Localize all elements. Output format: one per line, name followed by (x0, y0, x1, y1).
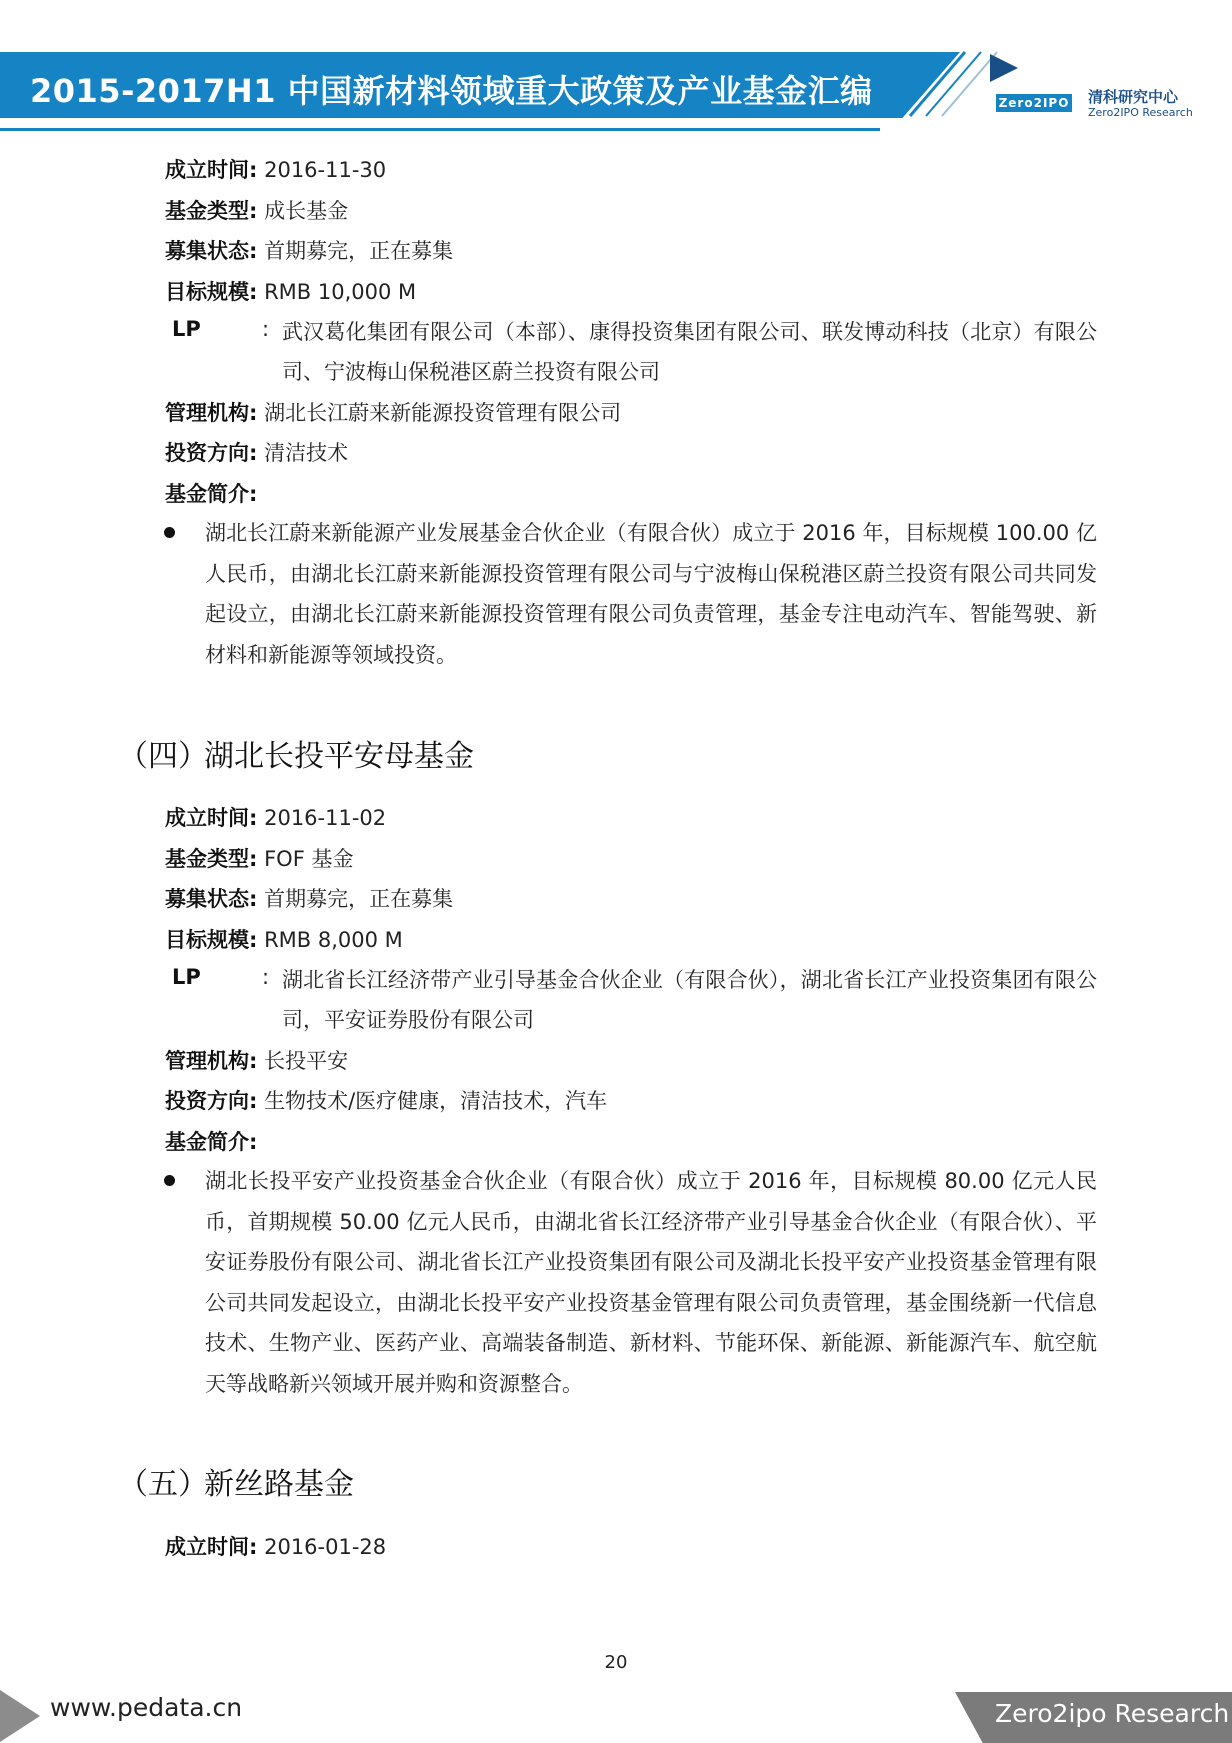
field-value: 2016-01-28 (264, 1535, 387, 1559)
field-fund-type (165, 844, 353, 874)
field-label: 成立时间: (165, 1535, 258, 1559)
section-title-text: 新丝路基金 (204, 1467, 354, 1502)
lp-value: 武汉葛化集团有限公司（本部）、康得投资集团有限公司、联发博动科技（北京）有限公司、宁波梅山保税港区蔚兰投资有限公司 (282, 320, 1097, 384)
field-investment-direction (165, 1086, 607, 1116)
lp-label: LP (172, 317, 201, 341)
document-title: 2015-2017H1 中国新材料领域重大政策及产业基金汇编 (30, 72, 873, 110)
section-heading-5 (118, 1459, 354, 1503)
field-fund-type (165, 196, 348, 226)
logo-english-name: Zero2IPO Research (1088, 106, 1193, 119)
lp-colon: : (262, 965, 270, 989)
field-value: 成长基金 (264, 199, 349, 223)
field-investment-direction (165, 438, 348, 468)
field-label: 募集状态: (165, 239, 258, 263)
field-manager (165, 1046, 348, 1076)
stripe-line (910, 52, 965, 116)
field-established (165, 155, 386, 185)
bullet-icon (164, 1175, 175, 1186)
section-heading-4 (118, 731, 474, 775)
field-target-scale (165, 277, 416, 307)
field-manager (165, 398, 621, 428)
field-target-scale (165, 925, 403, 955)
field-value: RMB 8,000 M (264, 928, 403, 952)
field-value: 2016-11-30 (264, 158, 387, 182)
stripe-line (942, 52, 997, 116)
field-intro-label (165, 479, 257, 509)
field-value: RMB 10,000 M (264, 280, 417, 304)
field-label: 基金简介: (165, 1130, 258, 1154)
fund-intro-paragraph: 湖北长投平安产业投资基金合伙企业（有限合伙）成立于 2016 年，目标规模 80.00 亿元人民币，首期规模 50.00 亿元人民币，由湖北省长江经济带产业引导基金合伙企业（有限合伙）、平安证券股份有限公司、湖北省长江产业投资集团有限公司及湖北长投平安产业投资基金管理有限公司共同发起设立，由湖北长投平安产业投资基金管理有限公司负责管理，基金围绕新一代信息技术、生物产业、医药产业、高端装备制造、新材料、节能环保、新能源、新能源汽车、航空航天等战略新兴领域开展并购和资源整合。 (205, 1169, 1097, 1396)
lp-value: 湖北省长江经济带产业引导基金合伙企业（有限合伙），湖北省长江产业投资集团有限公司，平安证券股份有限公司 (282, 968, 1097, 1032)
field-value: 长投平安 (264, 1049, 349, 1073)
field-value: 湖北长江蔚来新能源投资管理有限公司 (264, 401, 622, 425)
field-label: 目标规模: (165, 928, 258, 952)
section-number: （五） (118, 1467, 208, 1502)
fund-intro-paragraph: 湖北长江蔚来新能源产业发展基金合伙企业（有限合伙）成立于 2016 年，目标规模 100.00 亿人民币，由湖北长江蔚来新能源投资管理有限公司与宁波梅山保税港区蔚兰投资有限公司共同发起设立，由湖北长江蔚来新能源投资管理有限公司负责管理，基金专注电动汽车、智能驾驶、新材料和新能源等领域投资。 (205, 521, 1097, 667)
field-label: 基金类型: (165, 199, 258, 223)
field-fundraising-status (165, 884, 453, 914)
footer-triangle-icon (0, 1690, 40, 1742)
logo-chinese-name: 清科研究中心 (1088, 88, 1179, 106)
section-title-text: 湖北长投平安母基金 (204, 739, 474, 774)
field-value: 清洁技术 (264, 441, 349, 465)
lp-label: LP (172, 965, 201, 989)
field-label: 目标规模: (165, 280, 258, 304)
field-label: 基金类型: (165, 847, 258, 871)
field-intro-label (165, 1127, 257, 1157)
field-label: 成立时间: (165, 158, 258, 182)
header-underline (0, 128, 880, 131)
field-value: 2016-11-02 (264, 806, 387, 830)
field-fundraising-status (165, 236, 453, 266)
field-label: 投资方向: (165, 441, 258, 465)
bullet-icon (164, 527, 175, 538)
field-value: FOF 基金 (264, 847, 354, 871)
triangle-icon (990, 54, 1018, 82)
zero2ipo-logo: Zero2IPO (996, 94, 1072, 112)
footer-website-link[interactable]: www.pedata.cn (50, 1693, 243, 1722)
field-label: 成立时间: (165, 806, 258, 830)
field-label: 管理机构: (165, 401, 258, 425)
lp-colon: : (262, 317, 270, 341)
stripe-line (926, 52, 981, 116)
field-label: 投资方向: (165, 1089, 258, 1113)
field-value: 首期募完，正在募集 (264, 887, 454, 911)
field-label: 基金简介: (165, 482, 258, 506)
field-value: 生物技术/医疗健康，清洁技术，汽车 (264, 1089, 608, 1113)
page-number: 20 (604, 1652, 628, 1673)
field-established (165, 1532, 386, 1562)
field-label: 管理机构: (165, 1049, 258, 1073)
footer-brand: Zero2ipo Research (995, 1699, 1230, 1728)
field-established (165, 803, 386, 833)
field-label: 募集状态: (165, 887, 258, 911)
section-number: （四） (118, 739, 208, 774)
field-value: 首期募完，正在募集 (264, 239, 454, 263)
